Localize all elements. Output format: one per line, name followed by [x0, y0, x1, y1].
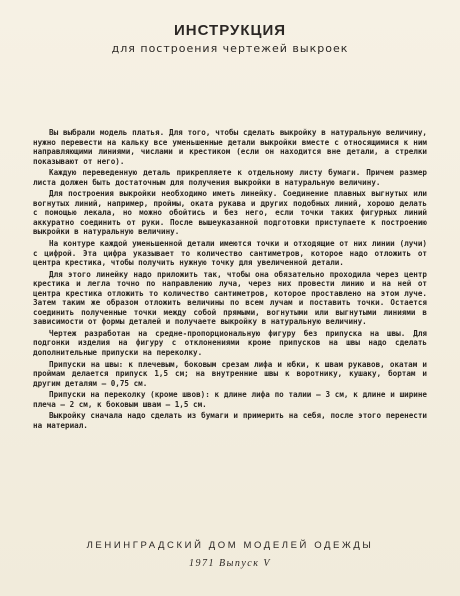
page-subtitle: для построения чертежей выкроек	[111, 42, 349, 55]
paragraph-seam-allowance: Припуски на швы: к плечевым, боковым срезам лифа и юбки, к швам рукавов, окатам и проймам делается припуск 1,5 см; на внутренние швы к воротнику, кушаку, бортам и другим деталям — 0,75 см.	[33, 359, 427, 388]
page-title: ИНСТРУКЦИЯ	[173, 22, 287, 39]
paragraph-measuring: Для этого линейку надо приложить так, чтобы она обязательно проходила через центр крестика и легла точно по направлению луча, через них провести линию и на ней от центра крестика отложить то количество сантиметров, которое проставлено на этом луче. Затем таким же образом отложить величины по всем лучам и поставить точки. Остается соединить полученные точки между собой прямыми, вогнутыми или выгнутыми линиями в зависимости от формы деталей и получаете выкройку в натуральную величину.	[33, 269, 427, 327]
paragraph-ruler: Для построения выкройки необходимо иметь линейку. Соединение плавных выгнутых или вогнутых линий, например, проймы, оката рукава и других подобных линий, хорошо делать с помощью лекала, но можно обойтись и без него, если точки таких фигурных линий аккуратно соединить от руки. После вышеуказанной подготовки приступаете к построению выкройки в натуральную величину.	[33, 189, 427, 237]
paragraph-figure-allowance: Чертеж разработан на средне-пропорциональную фигуру без припуска на швы. Для подгонки изделия на фигуру с отклонениями кроме припусков на швы надо сделать дополнительные припуски на переколку.	[33, 328, 427, 358]
footer-organization: ЛЕНИНГРАДСКИЙ ДОМ МОДЕЛЕЙ ОДЕЖДЫ	[86, 540, 374, 551]
paragraph-final-step: Выкройку сначала надо сделать из бумаги и примерить на себя, после этого перенести на материал.	[33, 411, 427, 430]
paragraph-intro: Вы выбрали модель платья. Для того, чтобы сделать выкройку в натуральную величину, нужно перевести на кальку все уменьшенные детали выкройки вместе с относящимися к ним направляющими линиями, числами и крестиком (если он находится вне детали, а стрелки показывают от него).	[33, 128, 427, 166]
paragraph-fitting-allowance: Припуски на переколку (кроме швов): к длине лифа по талии — 3 см, к длине и ширине плеча — 2 см, к боковым швам — 1,5 см.	[33, 390, 427, 409]
paragraph-paper-sheet: Каждую переведенную деталь прикрепляете к отдельному листу бумаги. Причем размер листа должен быть достаточным для получения выкройки в натуральную величину.	[33, 168, 427, 187]
instruction-body	[33, 128, 427, 432]
paragraph-contour-points: На контуре каждой уменьшенной детали имеются точки и отходящие от них линии (лучи) с цифрой. Эта цифра указывает то количество сантиметров, которое надо отложить от центра крестика, чтобы получить нужную точку для увеличенной детали.	[33, 239, 427, 268]
footer-issue: 1971 Выпуск V	[188, 558, 272, 569]
